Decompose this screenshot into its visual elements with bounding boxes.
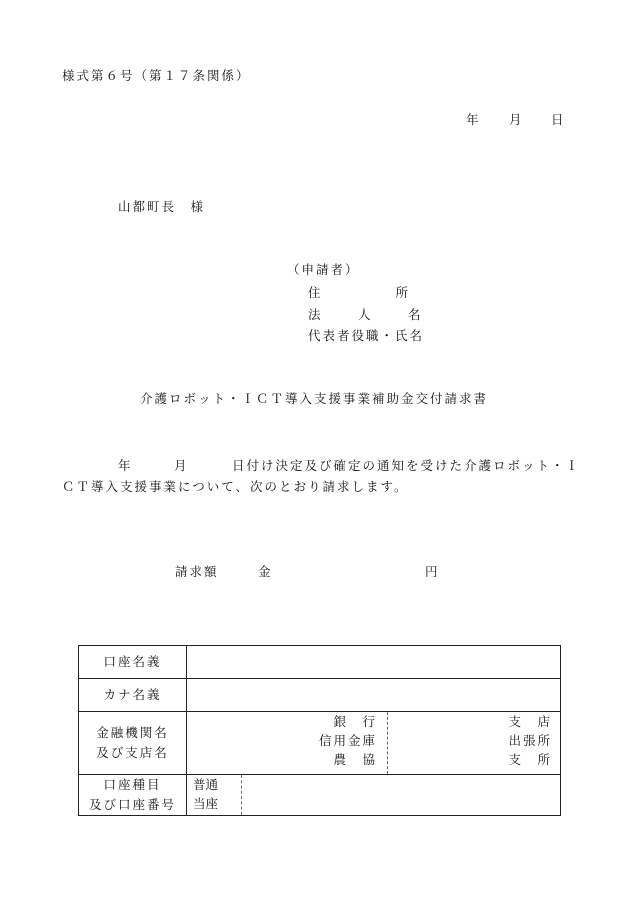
account-type-label-line2: 及び口座番号: [88, 797, 176, 812]
account-type-field[interactable]: [187, 775, 561, 816]
kana-field[interactable]: [187, 679, 561, 712]
applicant-rep-label: 代表者役職・氏名: [308, 328, 425, 343]
body-line1: 日付け決定及び確定の通知を受けた介護ロボット・Ｉ: [232, 458, 581, 473]
branch-type-column: [388, 712, 560, 774]
applicant-header: （申請者）: [287, 262, 360, 277]
kana-row: [79, 679, 561, 712]
bank-type-nokyo: 農 協: [333, 752, 377, 767]
document-title: 介護ロボット・ＩＣＴ導入支援事業補助金交付請求書: [140, 391, 489, 406]
account-type-label-line1: 口座種目: [103, 777, 162, 792]
bank-label-cell: [79, 712, 187, 775]
date-year-label: 年: [466, 112, 479, 127]
bank-type-bank: 銀 行: [333, 714, 377, 729]
body-year: 年: [118, 458, 131, 473]
branch-type-shiten: 支 店: [508, 714, 552, 729]
applicant-address-label: 住 所: [308, 285, 409, 300]
body-line2: ＣＴ導入支援事業について、次のとおり請求します。: [62, 479, 409, 494]
claim-yen: 円: [425, 564, 438, 579]
branch-type-shisho: 支 所: [508, 752, 552, 767]
holder-row: [79, 646, 561, 679]
date-month-label: 月: [509, 112, 522, 127]
account-type-label-cell: [79, 775, 187, 816]
bank-field[interactable]: [187, 712, 561, 775]
form-number: 様式第６号（第１７条関係）: [62, 68, 251, 83]
addressee: 山都町長 様: [118, 199, 206, 214]
account-type-toza[interactable]: 当座: [193, 796, 219, 811]
bank-label-line1: 金融機関名: [96, 725, 169, 740]
bank-type-column: [187, 712, 388, 774]
account-type-options: [187, 775, 242, 815]
holder-label: 口座名義: [79, 646, 187, 679]
bank-type-shinkin: 信用金庫: [318, 733, 377, 748]
account-number-field[interactable]: [242, 775, 560, 815]
body-month: 月: [174, 458, 187, 473]
account-type-row: [79, 775, 561, 816]
date-day-label: 日: [551, 112, 564, 127]
branch-type-shucchojo: 出張所: [508, 733, 552, 748]
claim-kin: 金: [258, 564, 271, 579]
bank-row: [79, 712, 561, 775]
bank-label-line2: 及び支店名: [96, 745, 169, 760]
holder-field[interactable]: [187, 646, 561, 679]
claim-label: 請求額: [175, 564, 219, 579]
kana-label: カナ名義: [79, 679, 187, 712]
bank-account-table: [78, 645, 561, 816]
account-type-futsu[interactable]: 普通: [193, 777, 219, 792]
applicant-corp-label: 法 人 名: [308, 307, 421, 322]
